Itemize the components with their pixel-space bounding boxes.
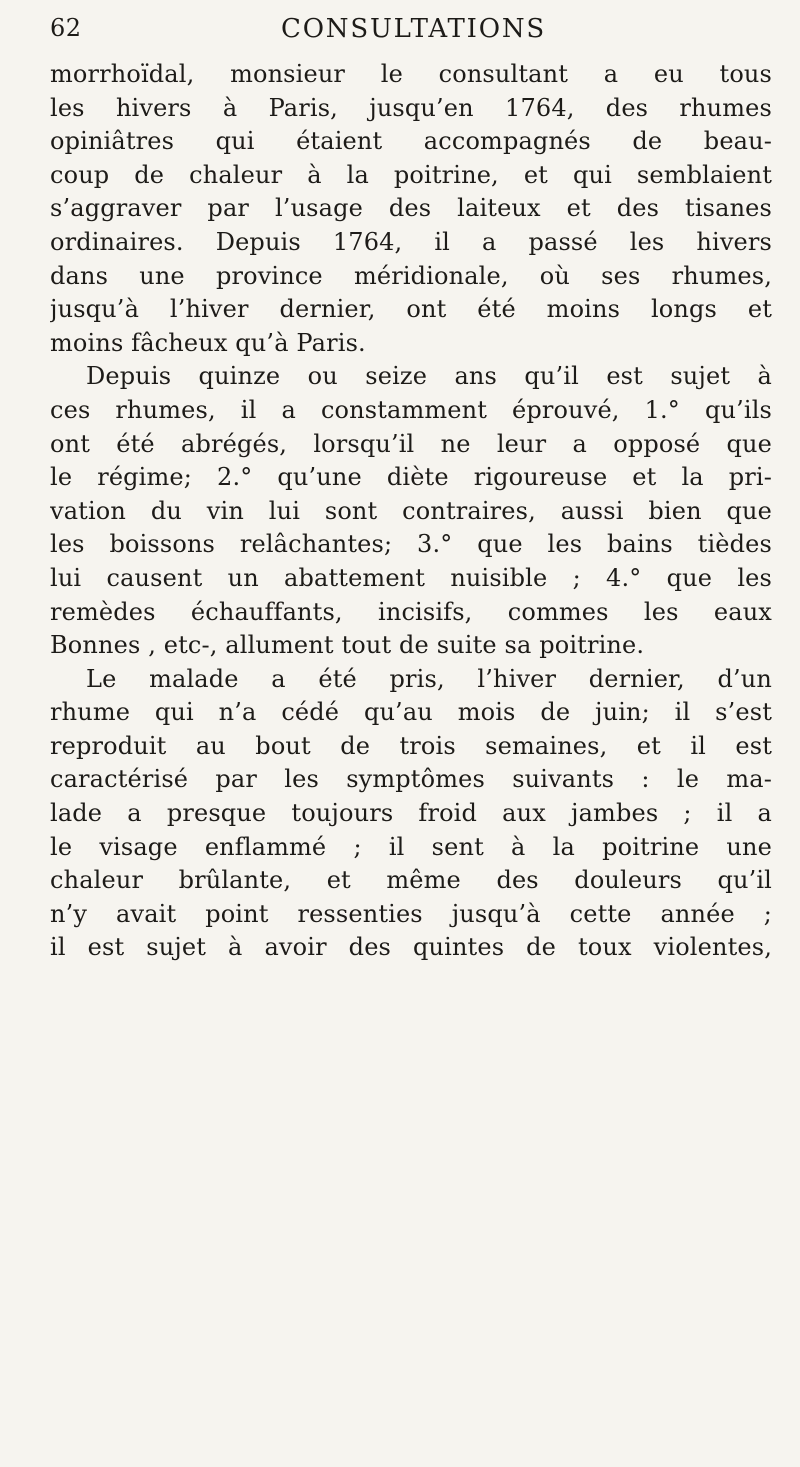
text-line: remèdes échauffants, incisifs, commes les eaux (50, 597, 772, 626)
text-line: il est sujet à avoir des quintes de toux violentes, (50, 933, 772, 962)
text-line: ces rhumes, il a constamment éprouvé, 1.° qu’ils (50, 395, 772, 424)
text-line: s’aggraver par l’usage des laiteux et des tisanes (50, 194, 772, 223)
text-line: ont été abrégés, lorsqu’il ne leur a opposé que (50, 429, 772, 458)
paragraph-end-line: Bonnes , etc-, allument tout de suite sa poitrine. (50, 631, 645, 660)
text-line: lui causent un abattement nuisible ; 4.° que les (50, 563, 772, 592)
page-number: 62 (50, 14, 82, 42)
text-line: caractérisé par les symptômes suivants : le ma- (50, 765, 772, 794)
text-line: les hivers à Paris, jusqu’en 1764, des rhumes (50, 93, 772, 122)
text-line: lade a presque toujours froid aux jambes ; il a (50, 799, 772, 828)
text-line: opiniâtres qui étaient accompagnés de beau- (50, 127, 772, 156)
paragraph-start-line: Depuis quinze ou seize ans qu’il est sujet à (86, 362, 772, 391)
body-text (50, 58, 772, 965)
text-line: reproduit au bout de trois semaines, et il est (50, 731, 772, 760)
text-line: chaleur brûlante, et même des douleurs qu’il (50, 866, 772, 895)
paragraph-end-line: moins fâcheux qu’à Paris. (50, 328, 366, 357)
running-title: CONSULTATIONS (281, 14, 546, 44)
text-line: morrhoïdal, monsieur le consultant a eu tous (50, 60, 772, 88)
text-line: le visage enflammé ; il sent à la poitrine une (50, 832, 772, 861)
text-line: les boissons relâchantes; 3.° que les bains tièdes (50, 530, 772, 559)
text-line: n’y avait point ressenties jusqu’à cette année ; (50, 899, 772, 928)
text-line: rhume qui n’a cédé qu’au mois de juin; il s’est (50, 698, 772, 727)
page-header (0, 0, 800, 56)
text-line: vation du vin lui sont contraires, aussi bien que (50, 496, 772, 525)
text-line: jusqu’à l’hiver dernier, ont été moins longs et (50, 295, 772, 324)
text-line: coup de chaleur à la poitrine, et qui semblaient (50, 160, 772, 189)
paragraph-start-line: Le malade a été pris, l’hiver dernier, d’un (86, 664, 772, 693)
text-line: le régime; 2.° qu’une diète rigoureuse et la pri- (50, 463, 772, 492)
text-line: dans une province méridionale, où ses rhumes, (50, 261, 772, 290)
text-line: ordinaires. Depuis 1764, il a passé les hivers (50, 227, 772, 256)
